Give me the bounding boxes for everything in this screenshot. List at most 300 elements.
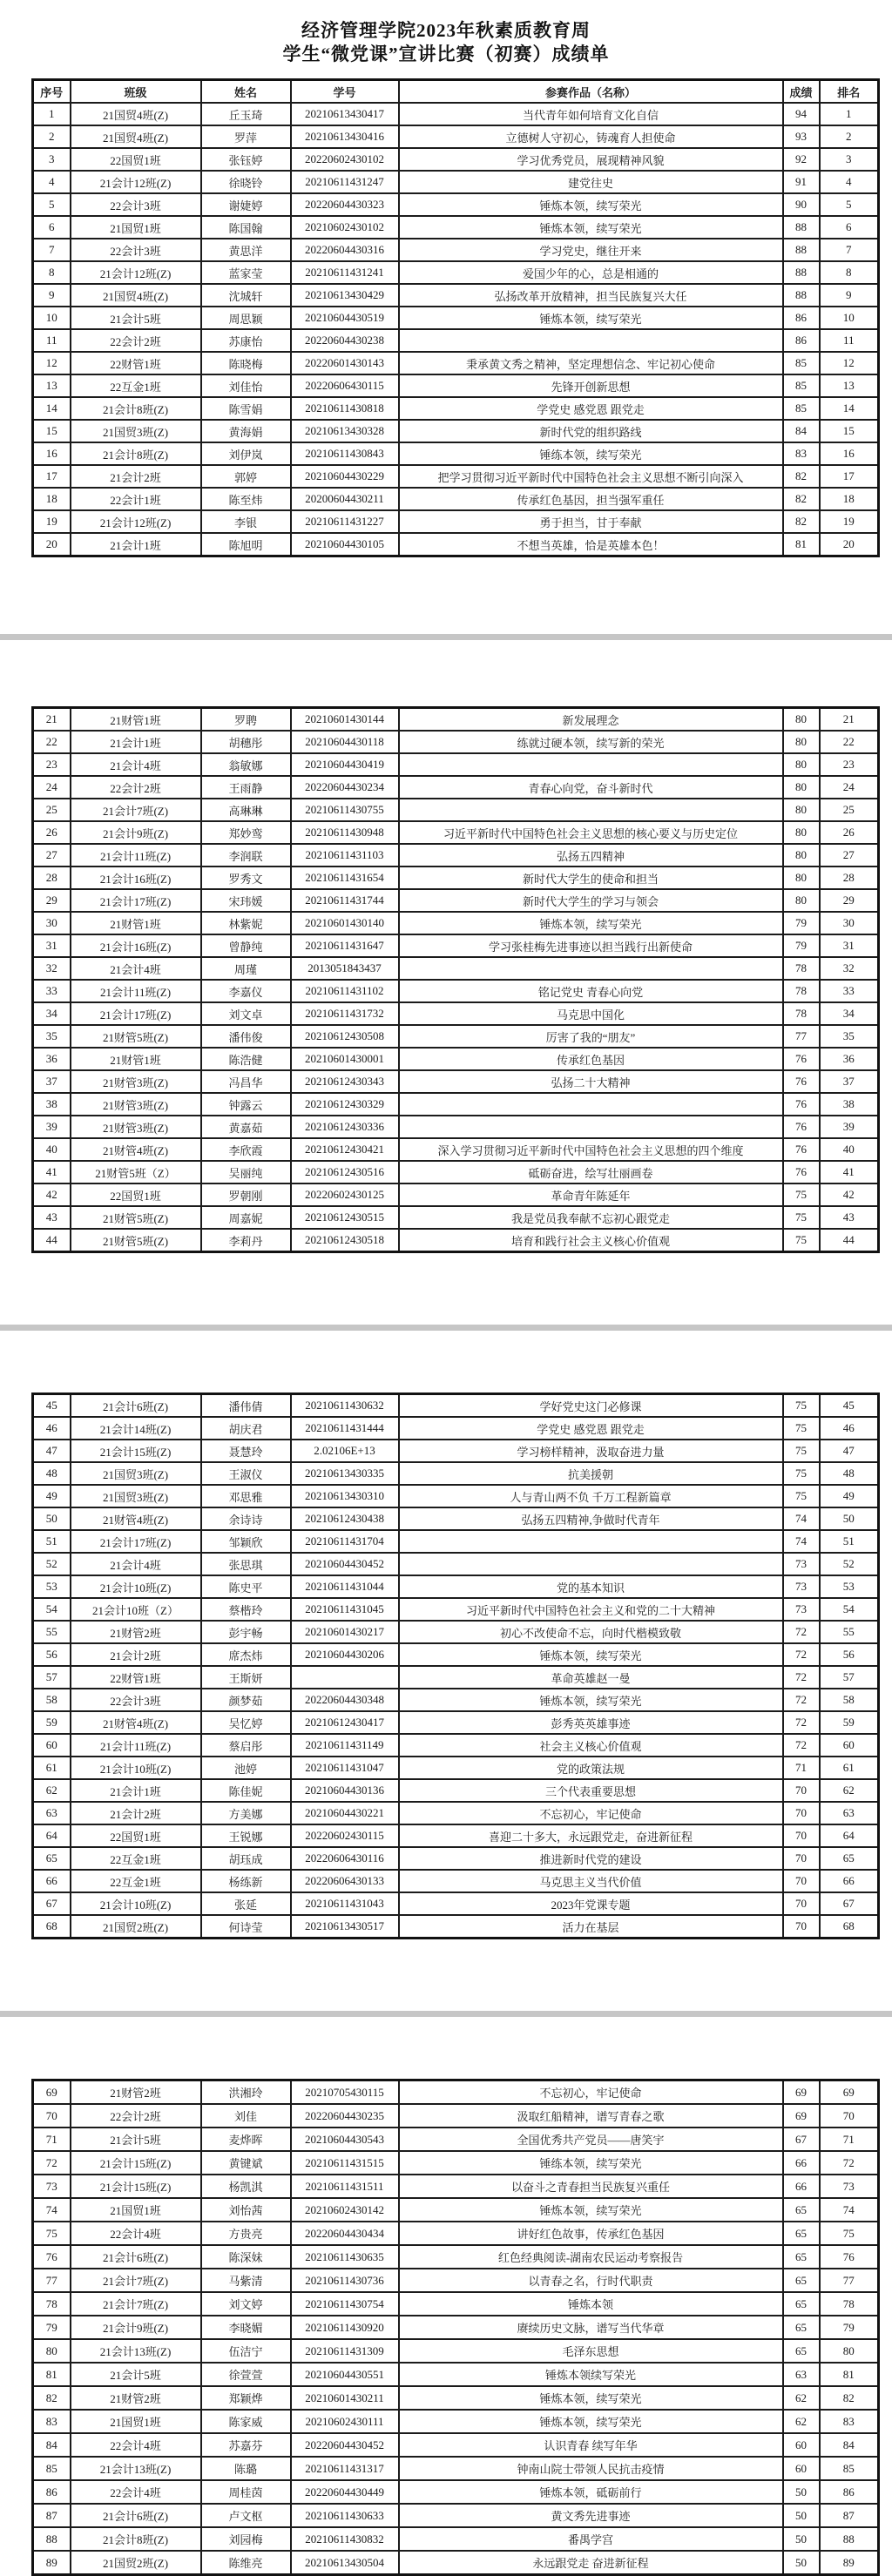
cell-work: 彭秀英英雄事迹 [399, 1711, 783, 1734]
cell-score: 83 [783, 442, 820, 465]
cell-no: 58 [33, 1689, 71, 1711]
cell-name: 方贵亮 [201, 2222, 291, 2245]
cell-name: 陈旭明 [201, 533, 291, 556]
cell-student-id: 20210611431149 [291, 1734, 399, 1757]
cell-student-id: 20220604430234 [291, 776, 399, 799]
cell-no: 29 [33, 889, 71, 912]
table-row [33, 2198, 879, 2222]
table-row [33, 352, 879, 374]
cell-score: 70 [783, 1915, 820, 1939]
cell-student-id: 20220602430102 [291, 148, 399, 171]
cell-score: 70 [783, 1870, 820, 1892]
table-row [33, 1870, 879, 1892]
cell-score: 72 [783, 1734, 820, 1757]
cell-name: 周桂茵 [201, 2480, 291, 2504]
cell-score: 76 [783, 1093, 820, 1116]
table-row [33, 103, 879, 125]
cell-student-id: 20210601430217 [291, 1621, 399, 1643]
cell-no: 69 [33, 2080, 71, 2105]
table-row [33, 374, 879, 397]
cell-work: 深入学习贯彻习近平新时代中国特色社会主义思想的四个维度 [399, 1138, 783, 1161]
cell-student-id: 2013051843437 [291, 957, 399, 980]
cell-student-id: 20210604430118 [291, 731, 399, 753]
cell-score: 78 [783, 1002, 820, 1025]
cell-no: 19 [33, 510, 71, 533]
table-row [33, 2504, 879, 2527]
table-row [33, 1161, 879, 1183]
cell-score: 69 [783, 2080, 820, 2105]
cell-student-id: 20210611431045 [291, 1598, 399, 1621]
cell-name: 陈国翰 [201, 216, 291, 239]
cell-work: 传承红色基因，担当强军重任 [399, 488, 783, 510]
cell-work: 毛泽东思想 [399, 2339, 783, 2363]
cell-no: 43 [33, 1206, 71, 1229]
cell-class: 21会计7班(Z) [71, 799, 201, 821]
cell-work: 锤炼本领，续写荣光 [399, 193, 783, 216]
cell-student-id: 20210611431241 [291, 261, 399, 284]
cell-name: 王淑仪 [201, 1462, 291, 1485]
cell-class: 21会计10班(Z) [71, 1757, 201, 1779]
cell-no: 51 [33, 1530, 71, 1553]
cell-rank: 87 [820, 2504, 879, 2527]
cell-score: 62 [783, 2386, 820, 2410]
cell-rank: 38 [820, 1093, 879, 1116]
cell-class: 21会计9班(Z) [71, 821, 201, 844]
cell-rank: 34 [820, 1002, 879, 1025]
cell-class: 21财管1班 [71, 912, 201, 934]
cell-class: 21会计16班(Z) [71, 934, 201, 957]
cell-student-id: 20210604430543 [291, 2128, 399, 2151]
table-row [33, 125, 879, 148]
cell-work: 新时代党的组织路线 [399, 420, 783, 442]
cell-score: 79 [783, 934, 820, 957]
table-row [33, 1892, 879, 1915]
table-row [33, 1485, 879, 1507]
cell-name: 刘怡茜 [201, 2198, 291, 2222]
cell-student-id: 20210612430417 [291, 1711, 399, 1734]
cell-no: 72 [33, 2151, 71, 2175]
cell-name: 伍洁宁 [201, 2339, 291, 2363]
cell-rank: 13 [820, 374, 879, 397]
cell-student-id: 20210611430736 [291, 2269, 399, 2292]
cell-name: 冯昌华 [201, 1070, 291, 1093]
cell-work: 我是党员我奉献不忘初心跟党走 [399, 1206, 783, 1229]
cell-student-id: 2.02106E+13 [291, 1440, 399, 1462]
cell-no: 41 [33, 1161, 71, 1183]
score-table-page-1 [31, 78, 880, 557]
cell-student-id: 20210613430310 [291, 1485, 399, 1507]
table-row [33, 2480, 879, 2504]
cell-no: 82 [33, 2386, 71, 2410]
cell-no: 74 [33, 2198, 71, 2222]
cell-work: 青春心向党，奋斗新时代 [399, 776, 783, 799]
cell-rank: 65 [820, 1847, 879, 1870]
cell-work: 黄文秀先进事迹 [399, 2504, 783, 2527]
table-row [33, 844, 879, 867]
cell-score: 80 [783, 799, 820, 821]
cell-no: 13 [33, 374, 71, 397]
cell-class: 21国贸3班(Z) [71, 1485, 201, 1507]
cell-work: 番禺学宫 [399, 2527, 783, 2551]
cell-name: 麦烨晖 [201, 2128, 291, 2151]
score-table-page-4 [31, 2079, 880, 2576]
cell-class: 22国贸1班 [71, 148, 201, 171]
cell-work: 认识青春 续写年华 [399, 2433, 783, 2457]
cell-work: 锤炼本领，续写荣光 [399, 2198, 783, 2222]
cell-class: 21国贸3班(Z) [71, 1462, 201, 1485]
cell-name: 黄键斌 [201, 2151, 291, 2175]
cell-no: 57 [33, 1666, 71, 1689]
table-row [33, 1621, 879, 1643]
cell-class: 21国贸2班(Z) [71, 2551, 201, 2575]
cell-name: 邓思雅 [201, 1485, 291, 1507]
cell-score: 65 [783, 2292, 820, 2316]
cell-class: 21会计10班(Z) [71, 1892, 201, 1915]
table-row [33, 1462, 879, 1485]
cell-student-id: 20210604430452 [291, 1553, 399, 1575]
cell-name: 刘伊岚 [201, 442, 291, 465]
cell-no: 42 [33, 1183, 71, 1206]
table-row [33, 1734, 879, 1757]
cell-class: 21会计17班(Z) [71, 889, 201, 912]
cell-class: 21财管1班 [71, 708, 201, 732]
cell-work [399, 799, 783, 821]
table-row [33, 2128, 879, 2151]
cell-name: 杨凯淇 [201, 2175, 291, 2198]
table-header-row [33, 80, 879, 104]
cell-work: 当代青年如何培育文化自信 [399, 103, 783, 125]
cell-name: 谢婕婷 [201, 193, 291, 216]
cell-class: 21国贸4班(Z) [71, 103, 201, 125]
cell-student-id: 20210611431654 [291, 867, 399, 889]
cell-rank: 6 [820, 216, 879, 239]
cell-student-id: 20210604430105 [291, 533, 399, 556]
cell-no: 40 [33, 1138, 71, 1161]
cell-rank: 29 [820, 889, 879, 912]
cell-no: 84 [33, 2433, 71, 2457]
cell-work: 弘扬五四精神,争做时代青年 [399, 1507, 783, 1530]
cell-student-id: 20210611431744 [291, 889, 399, 912]
cell-student-id: 20210613430328 [291, 420, 399, 442]
cell-score: 82 [783, 510, 820, 533]
table-row [33, 533, 879, 556]
cell-student-id: 20210601430140 [291, 912, 399, 934]
cell-work: 练就过硬本领，续写新的荣光 [399, 731, 783, 753]
cell-student-id: 20210612430508 [291, 1025, 399, 1048]
cell-work [399, 1093, 783, 1116]
cell-name: 蔡楷玲 [201, 1598, 291, 1621]
page-separator [0, 2011, 892, 2017]
cell-name: 胡珏成 [201, 1847, 291, 1870]
cell-rank: 68 [820, 1915, 879, 1939]
cell-student-id: 20210611431732 [291, 1002, 399, 1025]
table-row [33, 1757, 879, 1779]
cell-work: 勇于担当，甘于奉献 [399, 510, 783, 533]
cell-name: 潘伟俊 [201, 1025, 291, 1048]
cell-rank: 33 [820, 980, 879, 1002]
cell-no: 35 [33, 1025, 71, 1048]
cell-name: 何诗莹 [201, 1915, 291, 1939]
cell-name: 张思琪 [201, 1553, 291, 1575]
cell-no: 53 [33, 1575, 71, 1598]
header-no: 序号 [33, 80, 71, 104]
cell-class: 21会计4班 [71, 957, 201, 980]
table-row [33, 2080, 879, 2105]
cell-score: 76 [783, 1048, 820, 1070]
cell-rank: 15 [820, 420, 879, 442]
document-title [0, 0, 892, 66]
cell-score: 72 [783, 1621, 820, 1643]
cell-name: 席杰炜 [201, 1643, 291, 1666]
cell-score: 72 [783, 1689, 820, 1711]
cell-rank: 66 [820, 1870, 879, 1892]
cell-work: 学好党史这门必修课 [399, 1394, 783, 1418]
cell-class: 21会计2班 [71, 465, 201, 488]
cell-score: 50 [783, 2551, 820, 2575]
cell-work: 新时代大学生的学习与领会 [399, 889, 783, 912]
cell-class: 21会计1班 [71, 1779, 201, 1802]
table-row [33, 1666, 879, 1689]
cell-no: 28 [33, 867, 71, 889]
cell-score: 74 [783, 1530, 820, 1553]
cell-score: 80 [783, 776, 820, 799]
cell-rank: 54 [820, 1598, 879, 1621]
cell-rank: 46 [820, 1417, 879, 1440]
cell-work [399, 329, 783, 352]
cell-student-id: 20210611431704 [291, 1530, 399, 1553]
cell-student-id: 20220606430133 [291, 1870, 399, 1892]
cell-work: 人与青山两不负 千万工程新篇章 [399, 1485, 783, 1507]
table-row [33, 1915, 879, 1939]
cell-no: 17 [33, 465, 71, 488]
cell-class: 21会计1班 [71, 731, 201, 753]
table-row [33, 1598, 879, 1621]
cell-rank: 58 [820, 1689, 879, 1711]
cell-name: 刘佳怡 [201, 374, 291, 397]
cell-name: 李银 [201, 510, 291, 533]
cell-score: 80 [783, 889, 820, 912]
cell-no: 3 [33, 148, 71, 171]
cell-rank: 80 [820, 2339, 879, 2363]
cell-no: 68 [33, 1915, 71, 1939]
cell-no: 56 [33, 1643, 71, 1666]
cell-work: 先锋开创新思想 [399, 374, 783, 397]
cell-student-id: 20210612430343 [291, 1070, 399, 1093]
cell-class: 22会计3班 [71, 239, 201, 261]
table-row [33, 1575, 879, 1598]
cell-rank: 30 [820, 912, 879, 934]
cell-class: 21会计17班(Z) [71, 1530, 201, 1553]
table-row [33, 510, 879, 533]
cell-no: 7 [33, 239, 71, 261]
cell-class: 21会计10班(Z) [71, 1575, 201, 1598]
table-row [33, 2339, 879, 2363]
cell-name: 刘文卓 [201, 1002, 291, 1025]
cell-score: 62 [783, 2410, 820, 2433]
cell-name: 黄海娟 [201, 420, 291, 442]
cell-student-id: 20220602430115 [291, 1824, 399, 1847]
cell-rank: 9 [820, 284, 879, 307]
cell-name: 陈维亮 [201, 2551, 291, 2575]
cell-class: 21会计11班(Z) [71, 844, 201, 867]
table-row [33, 934, 879, 957]
cell-class: 21会计11班(Z) [71, 1734, 201, 1757]
cell-name: 罗秀文 [201, 867, 291, 889]
table-row [33, 2316, 879, 2339]
cell-no: 48 [33, 1462, 71, 1485]
cell-work: 传承红色基因 [399, 1048, 783, 1070]
cell-score: 72 [783, 1711, 820, 1734]
table-row [33, 1206, 879, 1229]
table-row [33, 239, 879, 261]
cell-rank: 24 [820, 776, 879, 799]
table-row [33, 465, 879, 488]
cell-work: 抗美援朝 [399, 1462, 783, 1485]
cell-rank: 62 [820, 1779, 879, 1802]
cell-work: 全国优秀共产党员——唐笑宇 [399, 2128, 783, 2151]
cell-rank: 25 [820, 799, 879, 821]
cell-rank: 83 [820, 2410, 879, 2433]
cell-class: 21会计4班 [71, 753, 201, 776]
table-row [33, 1070, 879, 1093]
cell-rank: 20 [820, 533, 879, 556]
cell-student-id: 20210611430755 [291, 799, 399, 821]
cell-class: 21会计7班(Z) [71, 2292, 201, 2316]
cell-rank: 3 [820, 148, 879, 171]
cell-rank: 74 [820, 2198, 879, 2222]
table-row [33, 2433, 879, 2457]
cell-student-id: 20220606430115 [291, 374, 399, 397]
cell-no: 39 [33, 1116, 71, 1138]
table-row [33, 1002, 879, 1025]
cell-student-id: 20210604430519 [291, 307, 399, 329]
cell-score: 65 [783, 2316, 820, 2339]
cell-work: 马克思主义当代价值 [399, 1870, 783, 1892]
cell-student-id: 20210611430920 [291, 2316, 399, 2339]
cell-name: 刘佳 [201, 2104, 291, 2128]
table-row [33, 2551, 879, 2575]
cell-no: 1 [33, 103, 71, 125]
cell-student-id: 20210611431247 [291, 171, 399, 193]
cell-student-id: 20210611430948 [291, 821, 399, 844]
cell-no: 78 [33, 2292, 71, 2316]
cell-work: 锤炼本领续写荣光 [399, 2363, 783, 2386]
cell-rank: 84 [820, 2433, 879, 2457]
cell-work [399, 1116, 783, 1138]
cell-name: 丘玉琦 [201, 103, 291, 125]
cell-no: 75 [33, 2222, 71, 2245]
table-row [33, 957, 879, 980]
cell-rank: 17 [820, 465, 879, 488]
table-row [33, 2386, 879, 2410]
cell-score: 75 [783, 1229, 820, 1252]
cell-score: 80 [783, 821, 820, 844]
cell-score: 50 [783, 2527, 820, 2551]
cell-name: 黄思洋 [201, 239, 291, 261]
cell-rank: 41 [820, 1161, 879, 1183]
cell-score: 80 [783, 708, 820, 732]
cell-work: 党的政策法规 [399, 1757, 783, 1779]
cell-class: 21会计13班(Z) [71, 2457, 201, 2480]
cell-student-id: 20210604430206 [291, 1643, 399, 1666]
cell-class: 21国贸3班(Z) [71, 420, 201, 442]
cell-class: 21国贸4班(Z) [71, 284, 201, 307]
cell-no: 46 [33, 1417, 71, 1440]
cell-name: 徐萱萱 [201, 2363, 291, 2386]
table-row [33, 2292, 879, 2316]
cell-class: 21财管3班(Z) [71, 1116, 201, 1138]
cell-name: 李润联 [201, 844, 291, 867]
cell-class: 22会计4班 [71, 2222, 201, 2245]
cell-class: 21财管5班(Z) [71, 1025, 201, 1048]
table-row [33, 821, 879, 844]
cell-student-id: 20220602430125 [291, 1183, 399, 1206]
cell-score: 65 [783, 2245, 820, 2269]
cell-student-id: 20210612430336 [291, 1116, 399, 1138]
table-row [33, 1824, 879, 1847]
cell-name: 胡穗彤 [201, 731, 291, 753]
cell-student-id: 20210602430111 [291, 2410, 399, 2433]
cell-student-id: 20210613430416 [291, 125, 399, 148]
cell-no: 88 [33, 2527, 71, 2551]
cell-name: 蓝家莹 [201, 261, 291, 284]
cell-no: 30 [33, 912, 71, 934]
header-name: 姓名 [201, 80, 291, 104]
cell-score: 82 [783, 488, 820, 510]
cell-work: 习近平新时代中国特色社会主义思想的核心要义与历史定位 [399, 821, 783, 844]
cell-class: 21财管3班(Z) [71, 1093, 201, 1116]
cell-rank: 2 [820, 125, 879, 148]
cell-name: 郑颖烨 [201, 2386, 291, 2410]
cell-name: 池婷 [201, 1757, 291, 1779]
cell-class: 21财管5班（Z） [71, 1161, 201, 1183]
cell-score: 85 [783, 374, 820, 397]
page-title-line1: 经济管理学院2023年秋素质教育周 [301, 20, 591, 41]
cell-rank: 51 [820, 1530, 879, 1553]
cell-no: 33 [33, 980, 71, 1002]
cell-student-id: 20210611431647 [291, 934, 399, 957]
cell-rank: 89 [820, 2551, 879, 2575]
cell-name: 吴忆婷 [201, 1711, 291, 1734]
cell-class: 21会计5班 [71, 2128, 201, 2151]
cell-score: 72 [783, 1666, 820, 1689]
cell-rank: 76 [820, 2245, 879, 2269]
table-row [33, 1779, 879, 1802]
cell-no: 63 [33, 1802, 71, 1824]
table-row [33, 284, 879, 307]
cell-score: 80 [783, 731, 820, 753]
cell-class: 21国贸2班(Z) [71, 1915, 201, 1939]
cell-rank: 77 [820, 2269, 879, 2292]
cell-no: 50 [33, 1507, 71, 1530]
cell-class: 22互金1班 [71, 1870, 201, 1892]
header-score: 成绩 [783, 80, 820, 104]
cell-score: 70 [783, 1779, 820, 1802]
cell-work: 铭记党史 青春心向党 [399, 980, 783, 1002]
cell-student-id: 20210601430211 [291, 2386, 399, 2410]
table-row [33, 2245, 879, 2269]
cell-class: 21会计8班(Z) [71, 442, 201, 465]
cell-rank: 69 [820, 2080, 879, 2105]
cell-student-id: 20210613430504 [291, 2551, 399, 2575]
cell-score: 85 [783, 352, 820, 374]
cell-name: 潘伟倩 [201, 1394, 291, 1418]
cell-work: 不忘初心，牢记使命 [399, 2080, 783, 2105]
cell-student-id: 20210611430818 [291, 397, 399, 420]
table-row [33, 420, 879, 442]
cell-class: 22互金1班 [71, 374, 201, 397]
cell-class: 21会计15班(Z) [71, 2151, 201, 2175]
